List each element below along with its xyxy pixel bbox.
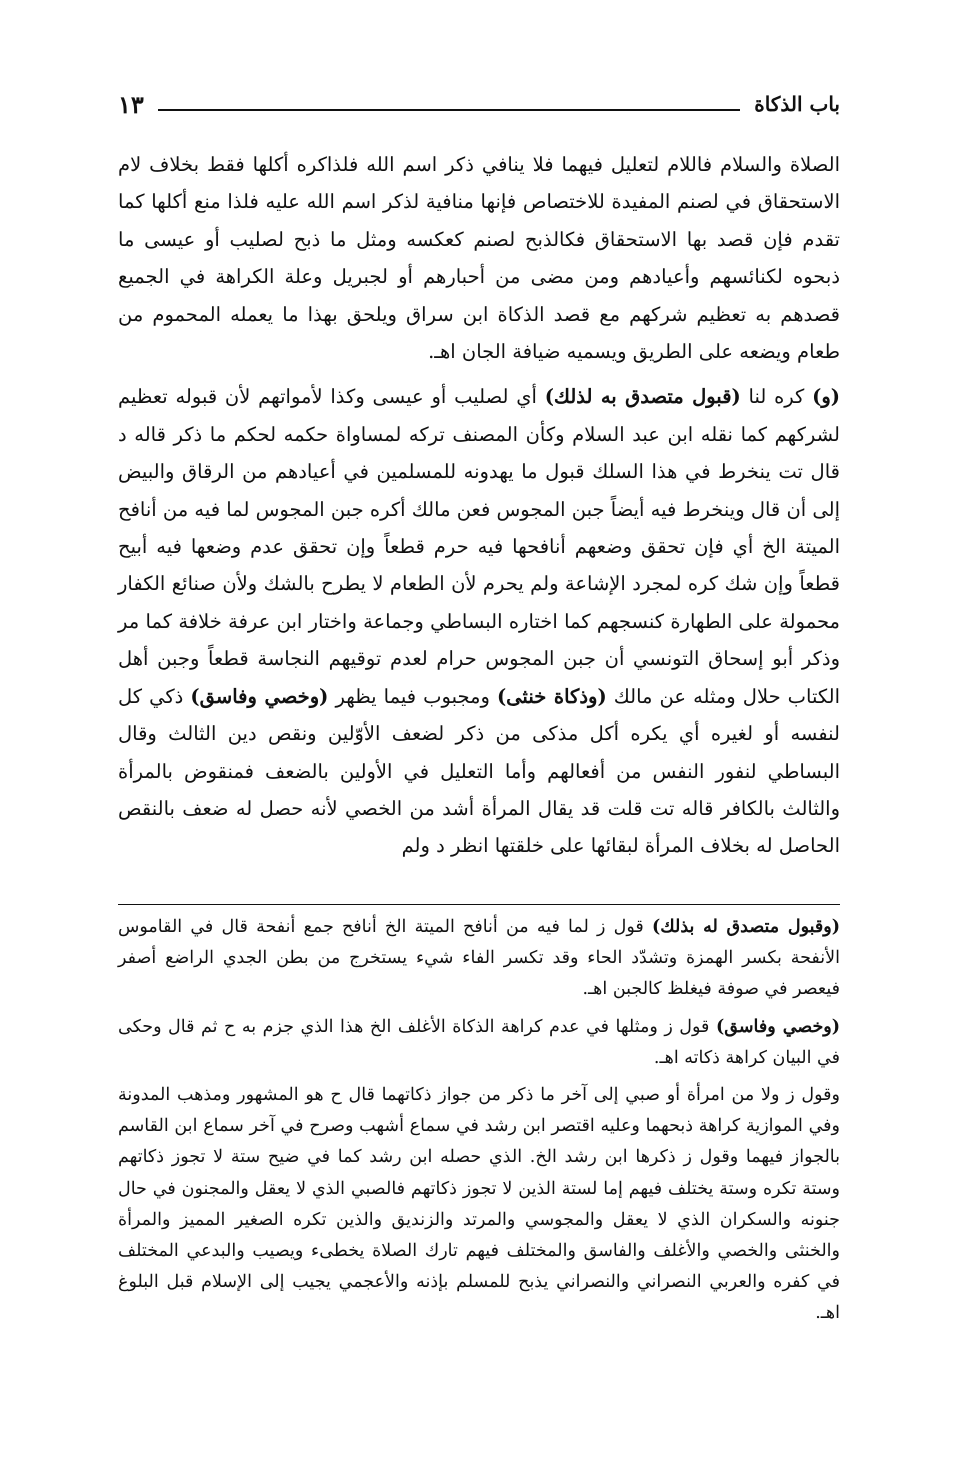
footnote-3: وقول ز ولا من امرأة أو صبي إلى آخر ما ذكر من جواز ذكاتهما قال ح هو المشهور ومذهب المدونة وفي الموازية كراهة ذبحهما وعليه اقتصر ابن رشد في سماع أشهب وصرح في آخر سماع ابن القاسم بالجواز فيهما وقول ز ذكرها ابن رشد الخ. الذي حصله ابن رشد كما في ضيح ستة لا تجوز ذكاتهم وستة تكره وستة يختلف فيهم إما لستة الذين لا تجوز ذكاتهم فالصبي الذي لا يعقل والمجنون في حال جنونه والسكران الذي لا يعقل والمجوسي والمرتد والزنديق والذين تكره الصغير المميز والمرأة والخنثى والخصي والأغلف والفاسق والمختلف فيهم تارك الصلاة يخطىء ويصيب والبدعي المختلف في كفره والعربي النصراني والنصراني يذبح للمسلم بإذنه والأعجمي يجيب إلى الإسلام قبل البلوغ اهـ. (118, 1085, 840, 1324)
running-title: باب الذكاة (754, 92, 840, 116)
footnote-separator (118, 904, 840, 905)
footnote-text: قول ز لما فيه من أنافح الميتة الخ أنافح جمع أنفحة قال في القاموس الأنفحة بكسر الهمزة وتشدّد الحاء وقد تكسر الفاء شيء يستخرج من بطن الجدي الراضع أصفر فيعصر في صوفة فيغلظ كالجبن اهـ. (118, 917, 840, 1000)
paragraph-1: الصلاة والسلام فاللام لتعليل فيهما فلا ينافي ذكر اسم الله فلذاكره أكلها فقط بخلاف لام الاستحقاق في لصنم المفيدة للاختصاص فإنها منافية لذكر اسم الله عليه فلذا منع أكلها كما تقدم فإن قصد بها الاستحقاق فكالذبح لصنم كعكسه ومثل ما ذبح لصليب أو عيسى ما ذبحوه لكنائسهم وأعيادهم ومن مضى من أحبارهم أو لجبريل وعلة الكراهة في الجميع قصدهم به تعظيم شركهم مع قصد الذكاة ابن سراق ويلحق بهذا ما يعمله المحموم من طعام ويضعه على الطريق ويسميه ضيافة الجان اهـ. (118, 153, 840, 364)
page-header (118, 84, 840, 124)
matn-quote: (وخصي وفاسق) (190, 684, 329, 708)
footnote-1 (118, 912, 840, 1006)
commentary-text: ذكي كل لنفسه أو لغيره أي يكره أكل مذكى من ذكر لضعف الأوّلين ونقص دين الثالث وقال البساطي لنفور النفس من أفعالهم وأما التعليل في الأولين بالضعف فمنقوض بالمرأة والثالث بالكافر قاله تت قلت قد يقال المرأة أشد من الخصي لأنه حصل له ضعف بالنقص الحاصل له بخلاف المرأة لبقائها على خلقتها انظر د ولم (118, 684, 840, 858)
page-number: ١٣ (118, 89, 144, 119)
paragraph-2 (118, 378, 840, 864)
footnote-quote: (وخصي وفاسق) (715, 1016, 841, 1037)
footnotes (118, 912, 840, 1330)
header-rule (158, 109, 741, 111)
commentary-text: كره لنا (740, 385, 813, 409)
matn-quote: (و) (812, 385, 840, 409)
footnote-2 (118, 1012, 840, 1074)
matn-quote: (وذكاة خنثى) (496, 684, 607, 708)
main-text (118, 146, 840, 865)
matn-quote: (قبول متصدق به لذلك) (544, 385, 741, 409)
commentary-text: ومجبوب فيما يظهر (328, 684, 497, 708)
commentary-text: أي لصليب أو عيسى وكذا لأمواتهم لأن قبوله تعظيم لشركهم كما نقله ابن عبد السلام وكأن المصنف تركه لمساواة حكمه لحكم ما ذكر قاله د قال تت ينخرط في هذا السلك قبول ما يهدونه للمسلمين في أعيادهم من الرقاق والبيض إلى أن قال وينخرط فيه أيضاً جبن المجوس فعن مالك أكره جبن المجوس لما فيه من أنافح الميتة الخ أي فإن تحقق وضعهم أنافحها فيه حرم قطعاً وإن تحقق عدم وضعها فيه أبيح قطعاً وإن شك كره لمجرد الإشاعة ولم يحرم لأن الطعام لا يطرح بالشك ولأن صنائع الكفار محمولة على الطهارة كنسجهم كما اختاره البساطي وجماعة واختار ابن عرفة خلافة كما مر وذكر أبو إسحاق التونسي أن جبن المجوس حرام لعدم توقيهم النجاسة قطعاً وجبن أهل الكتاب حلال ومثله عن مالك (118, 385, 840, 708)
footnote-quote: (وقبول متصدق له بذلك) (651, 917, 841, 937)
footnote-text: قول ز ومثلها في عدم كراهة الذكاة الأغلف الخ هذا الذي جزم به ح ثم قال وحكى في البيان كراهة ذكاته اهـ. (118, 1016, 840, 1068)
